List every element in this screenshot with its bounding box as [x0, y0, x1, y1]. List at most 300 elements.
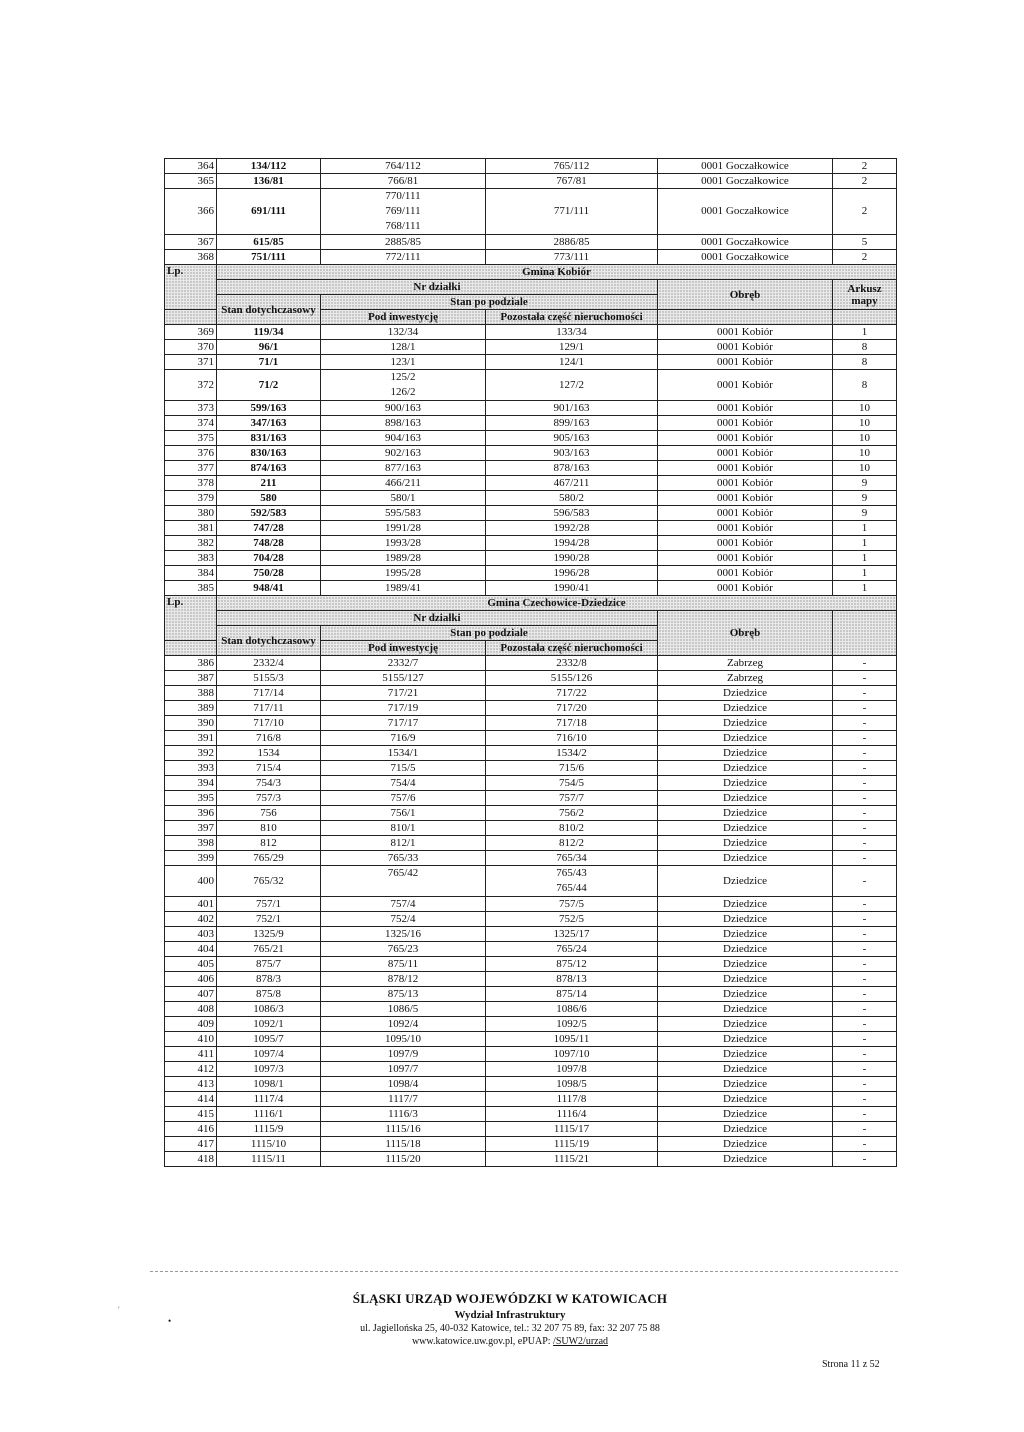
row-pozostala-value: 1086/6	[556, 1002, 587, 1015]
row-pozostala	[486, 506, 658, 521]
row-pod-inwestycje	[321, 536, 486, 551]
row-pod-inwestycje	[321, 491, 486, 506]
row-arkusz: -	[833, 1032, 897, 1047]
footer-divider	[150, 1271, 898, 1272]
row-pozostala-value: 1097/10	[553, 1047, 590, 1060]
table-row	[165, 836, 897, 851]
row-pozostala	[486, 671, 658, 686]
row-arkusz: 10	[833, 431, 897, 446]
row-arkusz: 9	[833, 476, 897, 491]
row-pozostala-value: 1994/28	[553, 536, 590, 549]
row-lp: 407	[165, 987, 217, 1002]
row-obreb: Dziedzice	[658, 1062, 833, 1077]
footer-web	[250, 1336, 770, 1347]
row-pozostala	[486, 581, 658, 596]
row-pod-inwestycje	[321, 1152, 486, 1167]
row-lp: 403	[165, 927, 217, 942]
row-obreb: Dziedzice	[658, 791, 833, 806]
row-pozostala	[486, 446, 658, 461]
row-pod-inwestycje	[321, 1032, 486, 1047]
row-lp: 391	[165, 731, 217, 746]
row-stan-dotychczasowy: 1097/4	[217, 1047, 321, 1062]
row-pozostala-value: 757/7	[558, 791, 585, 804]
row-lp: 418	[165, 1152, 217, 1167]
row-obreb: 0001 Goczałkowice	[658, 235, 833, 250]
row-arkusz: 10	[833, 446, 897, 461]
header-pozostala: Pozostała część nieruchomości	[486, 310, 658, 325]
table-row	[165, 521, 897, 536]
row-pod-inwestycje	[321, 791, 486, 806]
row-obreb: 0001 Kobiór	[658, 491, 833, 506]
row-pozostala-value: 765/34	[556, 851, 587, 864]
row-arkusz: 8	[833, 370, 897, 401]
table-row	[165, 1077, 897, 1092]
row-arkusz: 5	[833, 235, 897, 250]
row-pod-inwestycje-value: 1086/5	[387, 1002, 419, 1015]
row-pozostala-value: 1996/28	[553, 566, 590, 579]
row-arkusz: -	[833, 897, 897, 912]
row-stan-dotychczasowy: 1534	[217, 746, 321, 761]
header-arkusz-empty	[833, 611, 897, 656]
row-lp: 395	[165, 791, 217, 806]
row-arkusz: -	[833, 987, 897, 1002]
row-pozostala	[486, 370, 658, 401]
row-pozostala	[486, 1047, 658, 1062]
row-pod-inwestycje-value: 1993/28	[384, 536, 422, 549]
row-pod-inwestycje	[321, 461, 486, 476]
row-arkusz: -	[833, 1107, 897, 1122]
row-pozostala-value: 757/5	[558, 897, 585, 910]
row-pod-inwestycje-value: 764/112	[385, 159, 421, 172]
table-row	[165, 942, 897, 957]
row-obreb: Dziedzice	[658, 776, 833, 791]
row-pozostala-value: 1116/4	[556, 1107, 587, 1120]
row-obreb: Dziedzice	[658, 987, 833, 1002]
row-stan-dotychczasowy: 748/28	[217, 536, 321, 551]
row-stan-dotychczasowy: 119/34	[217, 325, 321, 340]
row-pozostala	[486, 1032, 658, 1047]
table-row	[165, 866, 897, 897]
table-row	[165, 1032, 897, 1047]
row-stan-dotychczasowy: 717/10	[217, 716, 321, 731]
row-pozostala	[486, 851, 658, 866]
row-pod-inwestycje-value: 595/583	[384, 506, 422, 519]
row-pozostala-value: 127/2	[558, 378, 585, 391]
row-arkusz: -	[833, 1122, 897, 1137]
row-lp: 375	[165, 431, 217, 446]
footer-department: Wydział Infrastruktury	[454, 1309, 566, 1321]
row-pod-inwestycje	[321, 431, 486, 446]
row-pozostala	[486, 355, 658, 370]
row-lp: 398	[165, 836, 217, 851]
row-arkusz: -	[833, 1002, 897, 1017]
row-pod-inwestycje-value: 772/111	[385, 250, 421, 263]
row-pozostala	[486, 461, 658, 476]
table-row	[165, 1122, 897, 1137]
row-pozostala	[486, 189, 658, 235]
row-arkusz: -	[833, 836, 897, 851]
row-stan-dotychczasowy: 757/1	[217, 897, 321, 912]
row-pozostala	[486, 551, 658, 566]
row-obreb: 0001 Goczałkowice	[658, 189, 833, 235]
row-obreb: Dziedzice	[658, 761, 833, 776]
table-row	[165, 566, 897, 581]
kobior-rows	[165, 325, 897, 596]
row-pod-inwestycje	[321, 731, 486, 746]
row-arkusz: -	[833, 1047, 897, 1062]
row-pod-inwestycje-value: 1995/28	[384, 566, 422, 579]
table-row	[165, 821, 897, 836]
row-pozostala-value: 812/2	[558, 836, 585, 849]
table-row	[165, 340, 897, 355]
row-pod-inwestycje	[321, 686, 486, 701]
row-pozostala	[486, 987, 658, 1002]
row-pod-inwestycje-value: 5155/127	[382, 671, 424, 684]
row-pod-inwestycje	[321, 1092, 486, 1107]
row-lp: 413	[165, 1077, 217, 1092]
row-pod-inwestycje-value: 1115/20	[385, 1152, 421, 1165]
row-pod-inwestycje	[321, 716, 486, 731]
row-pod-inwestycje-value: 904/163	[384, 431, 422, 444]
row-obreb: 0001 Kobiór	[658, 446, 833, 461]
parcel-table	[164, 158, 897, 1167]
row-stan-dotychczasowy: 810	[217, 821, 321, 836]
row-pod-inwestycje-value: 1115/18	[385, 1137, 421, 1150]
row-pod-inwestycje-value: 757/6	[390, 791, 416, 804]
table-row	[165, 581, 897, 596]
row-pozostala-value: 467/211	[553, 476, 590, 489]
row-pozostala-value: 1990/28	[553, 551, 590, 564]
row-arkusz: -	[833, 821, 897, 836]
row-pod-inwestycje	[321, 566, 486, 581]
row-lp: 405	[165, 957, 217, 972]
row-lp: 372	[165, 370, 217, 401]
table-row	[165, 159, 897, 174]
row-arkusz: 8	[833, 340, 897, 355]
row-pozostala-value: 1990/41	[553, 581, 590, 594]
row-pozostala	[486, 401, 658, 416]
table-row	[165, 506, 897, 521]
row-pod-inwestycje	[321, 746, 486, 761]
row-lp: 411	[165, 1047, 217, 1062]
row-pozostala-value: 1095/11	[553, 1032, 590, 1045]
table-row	[165, 1092, 897, 1107]
table-row	[165, 912, 897, 927]
row-obreb: Dziedzice	[658, 1152, 833, 1167]
row-arkusz: -	[833, 1137, 897, 1152]
header-pod-inwestycje: Pod inwestycję	[321, 310, 486, 325]
row-obreb: Dziedzice	[658, 972, 833, 987]
row-pozostala-value: 1097/8	[556, 1062, 587, 1075]
row-pozostala-value: 1092/5	[556, 1017, 587, 1030]
row-arkusz: 9	[833, 506, 897, 521]
header-spacer	[833, 310, 897, 325]
row-lp: 414	[165, 1092, 217, 1107]
row-pozostala-value: 771/111	[553, 205, 590, 217]
row-pod-inwestycje	[321, 325, 486, 340]
row-pozostala-value: 765/24	[556, 942, 587, 955]
row-obreb: 0001 Kobiór	[658, 401, 833, 416]
table-row	[165, 325, 897, 340]
row-obreb: 0001 Kobiór	[658, 476, 833, 491]
row-pod-inwestycje	[321, 446, 486, 461]
row-lp: 404	[165, 942, 217, 957]
row-lp: 373	[165, 401, 217, 416]
footer	[250, 1291, 770, 1347]
row-pod-inwestycje-value: 1989/41	[384, 581, 422, 594]
row-pod-inwestycje	[321, 250, 486, 265]
row-stan-dotychczasowy: 615/85	[217, 235, 321, 250]
table-row	[165, 491, 897, 506]
row-pod-inwestycje	[321, 942, 486, 957]
row-arkusz: -	[833, 1152, 897, 1167]
header-spacer	[165, 310, 217, 325]
row-stan-dotychczasowy: 691/111	[217, 189, 321, 235]
czechowice-header	[165, 596, 897, 656]
row-pod-inwestycje-value: 1098/4	[387, 1077, 419, 1090]
row-pozostala	[486, 1092, 658, 1107]
row-obreb: Dziedzice	[658, 1122, 833, 1137]
row-pozostala-value: 767/81	[556, 174, 587, 187]
row-pozostala	[486, 431, 658, 446]
epuap-link[interactable]: /SUW2/urzad	[553, 1336, 609, 1347]
kobior-header	[165, 265, 897, 325]
row-pod-inwestycje-value: 717/19	[387, 701, 419, 714]
row-pod-inwestycje	[321, 957, 486, 972]
row-obreb: Dziedzice	[658, 1107, 833, 1122]
row-pozostala	[486, 821, 658, 836]
header-arkusz: Arkusz mapy	[833, 280, 897, 310]
row-stan-dotychczasowy: 751/111	[217, 250, 321, 265]
row-pozostala-value: 752/5	[558, 912, 585, 925]
table-row	[165, 1137, 897, 1152]
table-row	[165, 1047, 897, 1062]
row-pozostala-value: 875/12	[556, 957, 587, 970]
row-pod-inwestycje	[321, 1122, 486, 1137]
table-row	[165, 1002, 897, 1017]
row-stan-dotychczasowy: 765/32	[217, 866, 321, 897]
row-pozostala	[486, 806, 658, 821]
row-obreb: Dziedzice	[658, 1002, 833, 1017]
row-obreb: Zabrzeg	[658, 656, 833, 671]
row-arkusz: -	[833, 866, 897, 897]
header-pod-inwestycje: Pod inwestycję	[321, 641, 486, 656]
row-obreb: Dziedzice	[658, 686, 833, 701]
row-lp: 393	[165, 761, 217, 776]
row-pozostala-value: 133/34	[556, 325, 587, 338]
row-arkusz: -	[833, 912, 897, 927]
row-arkusz: -	[833, 686, 897, 701]
row-pod-inwestycje	[321, 851, 486, 866]
row-obreb: Dziedzice	[658, 942, 833, 957]
row-arkusz: -	[833, 957, 897, 972]
row-pozostala	[486, 942, 658, 957]
row-lp: 382	[165, 536, 217, 551]
row-pozostala-value: 901/163	[553, 401, 590, 414]
row-pod-inwestycje	[321, 340, 486, 355]
row-pod-inwestycje-value: 875/13	[387, 987, 419, 1000]
row-lp: 379	[165, 491, 217, 506]
row-stan-dotychczasowy: 592/583	[217, 506, 321, 521]
table-row	[165, 987, 897, 1002]
header-stan-po-podziale: Stan po podziale	[321, 295, 658, 310]
row-pod-inwestycje-value: 812/1	[390, 836, 416, 849]
row-pod-inwestycje	[321, 987, 486, 1002]
row-obreb: 0001 Kobiór	[658, 340, 833, 355]
row-pod-inwestycje-value: 123/1	[390, 355, 416, 368]
row-stan-dotychczasowy: 754/3	[217, 776, 321, 791]
row-pozostala	[486, 1062, 658, 1077]
row-lp: 394	[165, 776, 217, 791]
table-row	[165, 174, 897, 189]
row-stan-dotychczasowy: 1325/9	[217, 927, 321, 942]
row-pod-inwestycje	[321, 972, 486, 987]
row-lp: 387	[165, 671, 217, 686]
row-obreb: Dziedzice	[658, 746, 833, 761]
table-row	[165, 1017, 897, 1032]
row-lp: 374	[165, 416, 217, 431]
table-row	[165, 806, 897, 821]
row-stan-dotychczasowy: 812	[217, 836, 321, 851]
row-obreb: 0001 Kobiór	[658, 566, 833, 581]
row-stan-dotychczasowy: 875/7	[217, 957, 321, 972]
row-stan-dotychczasowy: 874/163	[217, 461, 321, 476]
row-pod-inwestycje-value: 132/34	[387, 325, 419, 338]
table-row	[165, 1107, 897, 1122]
row-stan-dotychczasowy: 831/163	[217, 431, 321, 446]
row-stan-dotychczasowy: 1098/1	[217, 1077, 321, 1092]
row-pod-inwestycje	[321, 159, 486, 174]
row-pod-inwestycje-value: 752/4	[390, 912, 416, 925]
footer-office: ŚLĄSKI URZĄD WOJEWÓDZKI W KATOWICACH	[352, 1291, 668, 1306]
row-pozostala	[486, 476, 658, 491]
row-obreb: 0001 Kobiór	[658, 506, 833, 521]
row-arkusz: -	[833, 761, 897, 776]
row-stan-dotychczasowy: 750/28	[217, 566, 321, 581]
czechowice-rows	[165, 656, 897, 1167]
row-pozostala-value: 765/112	[553, 159, 590, 172]
row-arkusz: 1	[833, 325, 897, 340]
row-obreb: Dziedzice	[658, 851, 833, 866]
row-pozostala	[486, 957, 658, 972]
row-pod-inwestycje	[321, 1002, 486, 1017]
header-stan-po-podziale: Stan po podziale	[321, 626, 658, 641]
table-row	[165, 250, 897, 265]
row-lp: 378	[165, 476, 217, 491]
row-pod-inwestycje	[321, 866, 486, 897]
row-pozostala-value: 2886/85	[553, 235, 590, 248]
row-pod-inwestycje-value: 754/4	[390, 776, 416, 789]
row-pod-inwestycje	[321, 701, 486, 716]
goczalkowice-rows	[165, 159, 897, 265]
table-row	[165, 370, 897, 401]
row-pozostala-value: 717/22	[556, 686, 587, 699]
row-pod-inwestycje	[321, 806, 486, 821]
row-pozostala-value: 1117/8	[556, 1092, 587, 1105]
row-obreb: Dziedzice	[658, 927, 833, 942]
table-row	[165, 656, 897, 671]
row-pod-inwestycje-value: 769/111	[385, 205, 421, 217]
row-pod-inwestycje-value: 878/12	[387, 972, 419, 985]
row-obreb: Dziedzice	[658, 1032, 833, 1047]
row-pozostala-value: 716/10	[556, 731, 587, 744]
row-lp: 366	[165, 189, 217, 235]
row-pozostala	[486, 972, 658, 987]
row-arkusz: 9	[833, 491, 897, 506]
row-stan-dotychczasowy: 752/1	[217, 912, 321, 927]
row-pozostala	[486, 897, 658, 912]
row-pozostala	[486, 746, 658, 761]
row-pod-inwestycje-value: 126/2	[390, 386, 416, 398]
table-row	[165, 189, 897, 235]
row-pod-inwestycje	[321, 897, 486, 912]
header-gmina: Gmina Czechowice-Dziedzice	[217, 596, 897, 611]
row-pod-inwestycje-value: 2332/7	[387, 656, 419, 669]
table-row	[165, 401, 897, 416]
row-pod-inwestycje	[321, 370, 486, 401]
row-lp: 370	[165, 340, 217, 355]
row-obreb: Dziedzice	[658, 731, 833, 746]
row-pozostala-value: 1534/2	[556, 746, 587, 759]
row-arkusz: -	[833, 776, 897, 791]
row-stan-dotychczasowy: 717/11	[217, 701, 321, 716]
row-lp: 396	[165, 806, 217, 821]
row-pod-inwestycje-value: 766/81	[387, 174, 419, 187]
row-pozostala	[486, 340, 658, 355]
row-pod-inwestycje-value: 128/1	[390, 340, 416, 353]
row-pod-inwestycje	[321, 476, 486, 491]
row-stan-dotychczasowy: 134/112	[217, 159, 321, 174]
table-row	[165, 716, 897, 731]
row-pod-inwestycje-value: 765/23	[387, 942, 419, 955]
row-pozostala-value: 773/111	[553, 250, 590, 263]
table-row	[165, 671, 897, 686]
row-obreb: 0001 Kobiór	[658, 431, 833, 446]
row-pod-inwestycje	[321, 581, 486, 596]
row-pod-inwestycje-value: 716/9	[390, 731, 416, 744]
row-pod-inwestycje	[321, 1107, 486, 1122]
row-pozostala-value: 1992/28	[553, 521, 590, 534]
table-row	[165, 897, 897, 912]
row-arkusz: 1	[833, 566, 897, 581]
table-row	[165, 1062, 897, 1077]
row-stan-dotychczasowy: 1095/7	[217, 1032, 321, 1047]
footer-address: ul. Jagiellońska 25, 40-032 Katowice, tel.: 32 207 75 89, fax: 32 207 75 88	[360, 1323, 660, 1334]
row-pod-inwestycje-value: 1097/7	[387, 1062, 419, 1075]
row-lp: 365	[165, 174, 217, 189]
row-stan-dotychczasowy: 71/2	[217, 370, 321, 401]
row-lp: 376	[165, 446, 217, 461]
row-pozostala	[486, 1137, 658, 1152]
row-pod-inwestycje	[321, 355, 486, 370]
table-row	[165, 927, 897, 942]
row-lp: 369	[165, 325, 217, 340]
row-pozostala	[486, 250, 658, 265]
row-lp: 386	[165, 656, 217, 671]
row-lp: 402	[165, 912, 217, 927]
header-stan-dotychczasowy: Stan dotychczasowy	[217, 295, 321, 325]
table-row	[165, 746, 897, 761]
row-pod-inwestycje-value: 765/33	[387, 851, 419, 864]
footer-web-text: www.katowice.uw.gov.pl, ePUAP:	[411, 1336, 554, 1347]
row-arkusz: 1	[833, 536, 897, 551]
row-lp: 401	[165, 897, 217, 912]
row-arkusz: -	[833, 1092, 897, 1107]
row-obreb: Zabrzeg	[658, 671, 833, 686]
header-nr-dzialki: Nr działki	[217, 280, 658, 295]
header-lp: Lp.	[165, 596, 217, 641]
row-stan-dotychczasowy: 1115/11	[217, 1152, 321, 1167]
